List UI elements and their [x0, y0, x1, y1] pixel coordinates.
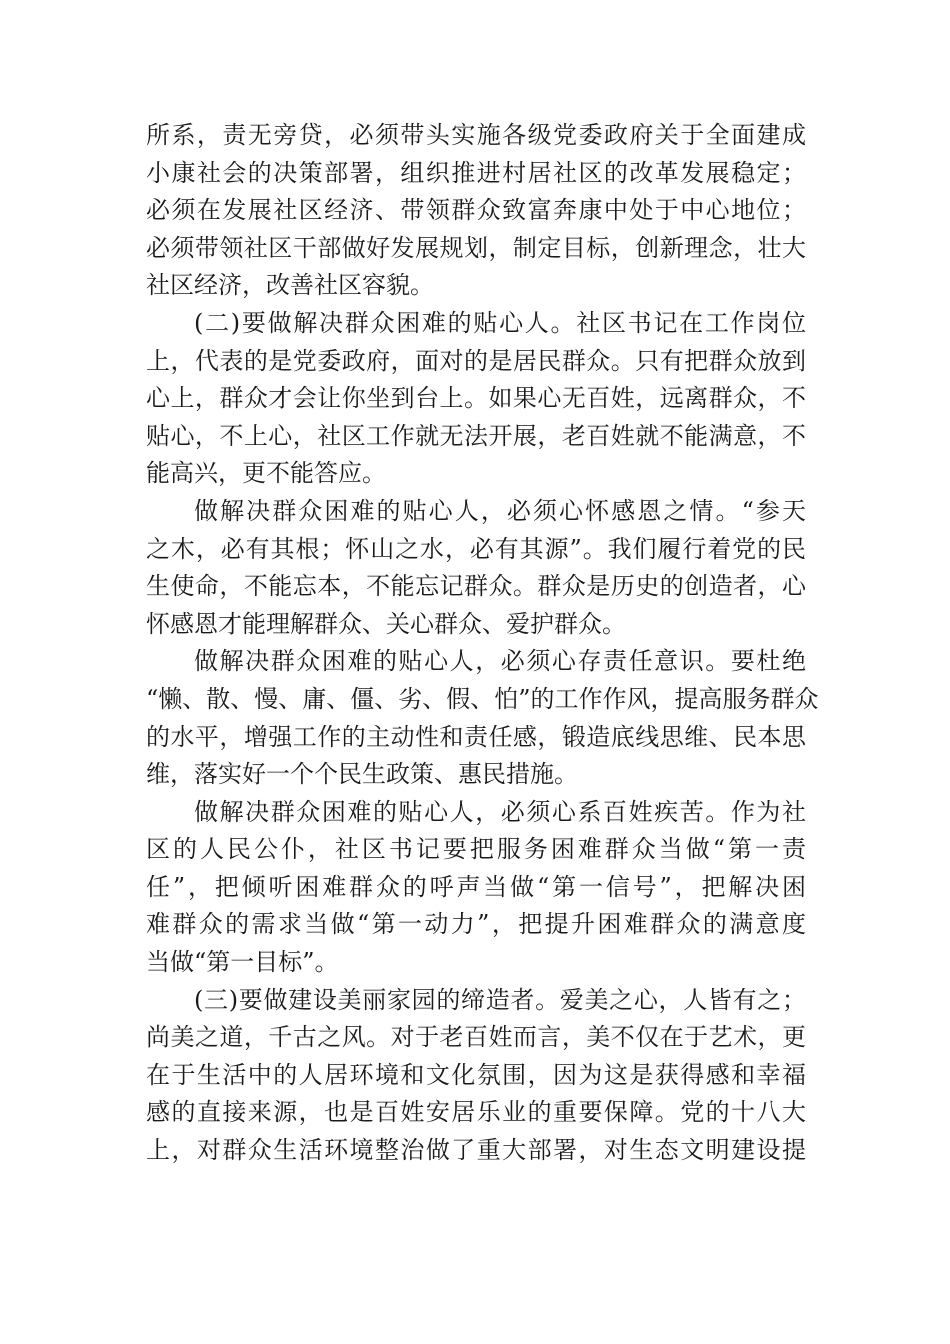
text-line: 怀感恩才能理解群众、关心群众、爱护群众。: [146, 609, 626, 638]
text-line: 必须带领社区干部做好发展规划，制定目标，创新理念，壮大: [146, 233, 806, 262]
text-line: 的水平，增强工作的主动性和责任感，锻造底线思维、民本思: [146, 722, 806, 751]
text-line: 尚美之道，千古之风。对于老百姓而言，美不仅在于艺术，更: [146, 1023, 806, 1052]
text-line: 区的人民公仆，社区书记要把服务困难群众当做“第一责: [146, 835, 806, 864]
text-line: 任”，把倾听困难群众的呼声当做“第一信号”，把解决困: [146, 872, 806, 901]
text-line: 在于生活中的人居环境和文化氛围，因为这是获得感和幸福: [146, 1060, 806, 1089]
section-heading-line: (三)要做建设美丽家园的缔造者。爱美之心，人皆有之；: [194, 985, 806, 1014]
text-line: 做解决群众困难的贴心人，必须心怀感恩之情。“参天: [194, 496, 806, 525]
text-line: 难群众的需求当做“第一动力”，把提升困难群众的满意度: [146, 910, 806, 939]
text-line: 生使命，不能忘本，不能忘记群众。群众是历史的创造者，心: [146, 572, 806, 601]
section-heading-line: (二)要做解决群众困难的贴心人。社区书记在工作岗位: [194, 308, 806, 337]
text-line: 社区经济，改善社区容貌。: [146, 271, 434, 300]
document-body-text: [146, 117, 819, 1170]
text-line: 贴心，不上心，社区工作就无法开展，老百姓就不能满意，不: [146, 421, 806, 450]
text-line: 之木，必有其根；怀山之水，必有其源”。我们履行着党的民: [146, 534, 806, 563]
text-line: 小康社会的决策部署，组织推进村居社区的改革发展稳定；: [146, 158, 806, 187]
text-line: 感的直接来源，也是百姓安居乐业的重要保障。党的十八大: [146, 1098, 806, 1127]
text-line: 做解决群众困难的贴心人，必须心存责任意识。要杜绝: [194, 647, 806, 676]
text-line: 必须在发展社区经济、带领群众致富奔康中处于中心地位；: [146, 196, 806, 225]
text-line: “懒、散、慢、庸、僵、劣、假、怕”的工作作风，提高服务群众: [146, 684, 819, 713]
text-line: 当做“第一目标”。: [146, 948, 339, 977]
text-line: 能高兴，更不能答应。: [146, 459, 386, 488]
text-line: 上，代表的是党委政府，面对的是居民群众。只有把群众放到: [146, 346, 806, 375]
text-line: 维，落实好一个个民生政策、惠民措施。: [146, 760, 578, 789]
text-line: 所系，责无旁贷，必须带头实施各级党委政府关于全面建成: [146, 121, 806, 149]
text-line: 做解决群众困难的贴心人，必须心系百姓疾苦。作为社: [194, 797, 806, 826]
text-line: 心上，群众才会让你坐到台上。如果心无百姓，远离群众，不: [146, 384, 806, 413]
text-line: 上，对群众生活环境整治做了重大部署，对生态文明建设提: [146, 1136, 806, 1165]
